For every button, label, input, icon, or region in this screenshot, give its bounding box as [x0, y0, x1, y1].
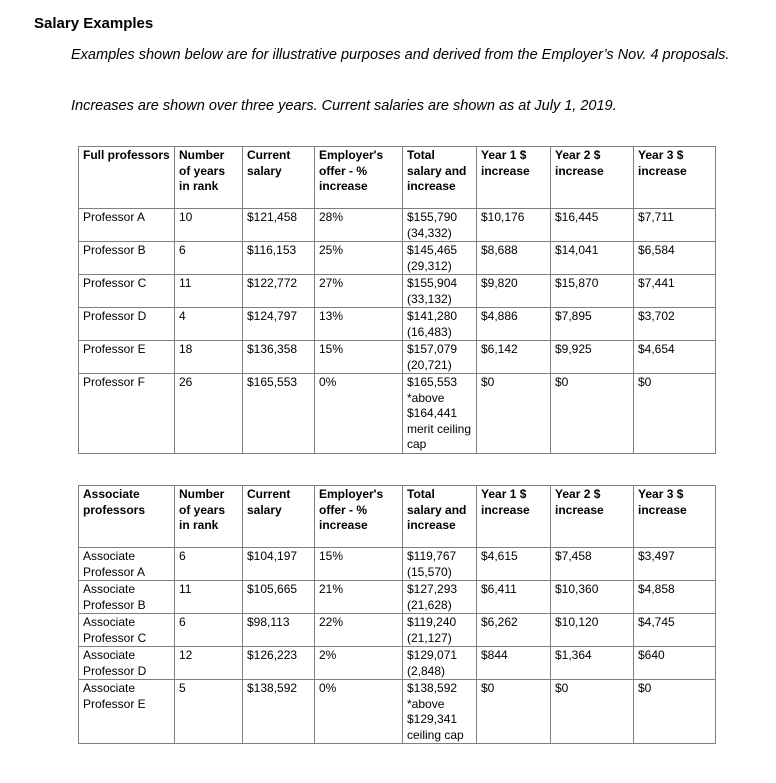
- year1-cell: $4,886: [477, 308, 551, 341]
- years-cell: 5: [175, 680, 243, 744]
- rank-cell: Professor A: [79, 209, 175, 242]
- table-row: [79, 548, 716, 581]
- years-cell: 4: [175, 308, 243, 341]
- associate-professors-table: [78, 485, 716, 744]
- year2-increase-header: Year 2 $ increase: [551, 486, 634, 548]
- total-salary-cell: $141,280 (16,483): [403, 308, 477, 341]
- offer-percent-cell: 2%: [315, 647, 403, 680]
- table-row: [79, 242, 716, 275]
- year2-cell: $0: [551, 680, 634, 744]
- year2-cell: $16,445: [551, 209, 634, 242]
- year1-cell: $844: [477, 647, 551, 680]
- intro-paragraph-1: Examples shown below are for illustrative purposes and derived from the Employer’s Nov. 4 proposals.: [71, 47, 730, 63]
- year3-cell: $4,858: [634, 581, 716, 614]
- current-salary-cell: $98,113: [243, 614, 315, 647]
- year1-cell: $6,142: [477, 341, 551, 374]
- rank-cell: Associate Professor B: [79, 581, 175, 614]
- total-salary-cell: $119,240 (21,127): [403, 614, 477, 647]
- group-header: Full professors: [79, 147, 175, 209]
- rank-cell: Associate Professor C: [79, 614, 175, 647]
- years-in-rank-header: Number of years in rank: [175, 147, 243, 209]
- table-row: [79, 209, 716, 242]
- current-salary-header: Current salary: [243, 486, 315, 548]
- offer-percent-cell: 0%: [315, 374, 403, 454]
- current-salary-cell: $121,458: [243, 209, 315, 242]
- table-row: [79, 275, 716, 308]
- year1-cell: $9,820: [477, 275, 551, 308]
- years-cell: 6: [175, 548, 243, 581]
- offer-percent-cell: 27%: [315, 275, 403, 308]
- year3-increase-header: Year 3 $ increase: [634, 147, 716, 209]
- years-cell: 12: [175, 647, 243, 680]
- offer-percent-cell: 15%: [315, 548, 403, 581]
- year3-increase-header: Year 3 $ increase: [634, 486, 716, 548]
- total-salary-cell: $138,592 *above $129,341 ceiling cap: [403, 680, 477, 744]
- year1-cell: $4,615: [477, 548, 551, 581]
- year1-cell: $6,262: [477, 614, 551, 647]
- rank-cell: Professor F: [79, 374, 175, 454]
- offer-percent-cell: 13%: [315, 308, 403, 341]
- years-cell: 6: [175, 614, 243, 647]
- year3-cell: $0: [634, 374, 716, 454]
- years-cell: 10: [175, 209, 243, 242]
- current-salary-header: Current salary: [243, 147, 315, 209]
- year1-cell: $10,176: [477, 209, 551, 242]
- current-salary-cell: $122,772: [243, 275, 315, 308]
- total-salary-cell: $165,553 *above $164,441 merit ceiling cap: [403, 374, 477, 454]
- current-salary-cell: $124,797: [243, 308, 315, 341]
- year3-cell: $3,702: [634, 308, 716, 341]
- page-title: Salary Examples: [34, 15, 154, 32]
- table-row: [79, 647, 716, 680]
- offer-percent-cell: 21%: [315, 581, 403, 614]
- current-salary-cell: $105,665: [243, 581, 315, 614]
- offer-percent-cell: 15%: [315, 341, 403, 374]
- table-row: [79, 614, 716, 647]
- year2-cell: $10,360: [551, 581, 634, 614]
- year3-cell: $6,584: [634, 242, 716, 275]
- year1-cell: $0: [477, 374, 551, 454]
- current-salary-cell: $116,153: [243, 242, 315, 275]
- table-row: [79, 680, 716, 744]
- year1-cell: $8,688: [477, 242, 551, 275]
- year1-increase-header: Year 1 $ increase: [477, 147, 551, 209]
- year2-cell: $1,364: [551, 647, 634, 680]
- group-header: Associate professors: [79, 486, 175, 548]
- current-salary-cell: $126,223: [243, 647, 315, 680]
- rank-cell: Professor C: [79, 275, 175, 308]
- total-salary-cell: $157,079 (20,721): [403, 341, 477, 374]
- offer-percent-cell: 22%: [315, 614, 403, 647]
- year2-cell: $14,041: [551, 242, 634, 275]
- years-cell: 11: [175, 275, 243, 308]
- year3-cell: $4,745: [634, 614, 716, 647]
- year2-cell: $9,925: [551, 341, 634, 374]
- year2-cell: $10,120: [551, 614, 634, 647]
- rank-cell: Professor B: [79, 242, 175, 275]
- year2-increase-header: Year 2 $ increase: [551, 147, 634, 209]
- years-cell: 6: [175, 242, 243, 275]
- total-salary-cell: $155,904 (33,132): [403, 275, 477, 308]
- table-row: [79, 341, 716, 374]
- offer-percent-cell: 25%: [315, 242, 403, 275]
- rank-cell: Professor E: [79, 341, 175, 374]
- total-salary-cell: $145,465 (29,312): [403, 242, 477, 275]
- total-salary-header: Total salary and increase: [403, 486, 477, 548]
- offer-percent-cell: 0%: [315, 680, 403, 744]
- current-salary-cell: $165,553: [243, 374, 315, 454]
- total-salary-cell: $119,767 (15,570): [403, 548, 477, 581]
- total-salary-cell: $127,293 (21,628): [403, 581, 477, 614]
- year2-cell: $15,870: [551, 275, 634, 308]
- full-professors-table: [78, 146, 716, 454]
- rank-cell: Associate Professor A: [79, 548, 175, 581]
- years-in-rank-header: Number of years in rank: [175, 486, 243, 548]
- total-salary-header: Total salary and increase: [403, 147, 477, 209]
- years-cell: 26: [175, 374, 243, 454]
- current-salary-cell: $104,197: [243, 548, 315, 581]
- table-row: [79, 581, 716, 614]
- year3-cell: $0: [634, 680, 716, 744]
- offer-percent-header: Employer's offer - % increase: [315, 147, 403, 209]
- rank-cell: Associate Professor E: [79, 680, 175, 744]
- year3-cell: $640: [634, 647, 716, 680]
- intro-paragraph-2: Increases are shown over three years. Current salaries are shown as at July 1, 2019.: [71, 98, 617, 114]
- total-salary-cell: $129,071 (2,848): [403, 647, 477, 680]
- rank-cell: Associate Professor D: [79, 647, 175, 680]
- table-row: [79, 308, 716, 341]
- year1-increase-header: Year 1 $ increase: [477, 486, 551, 548]
- current-salary-cell: $136,358: [243, 341, 315, 374]
- rank-cell: Professor D: [79, 308, 175, 341]
- year3-cell: $7,441: [634, 275, 716, 308]
- table-row: [79, 374, 716, 454]
- years-cell: 18: [175, 341, 243, 374]
- year2-cell: $0: [551, 374, 634, 454]
- year1-cell: $6,411: [477, 581, 551, 614]
- year3-cell: $7,711: [634, 209, 716, 242]
- total-salary-cell: $155,790 (34,332): [403, 209, 477, 242]
- year2-cell: $7,458: [551, 548, 634, 581]
- year1-cell: $0: [477, 680, 551, 744]
- offer-percent-header: Employer's offer - % increase: [315, 486, 403, 548]
- years-cell: 11: [175, 581, 243, 614]
- year3-cell: $4,654: [634, 341, 716, 374]
- year3-cell: $3,497: [634, 548, 716, 581]
- offer-percent-cell: 28%: [315, 209, 403, 242]
- current-salary-cell: $138,592: [243, 680, 315, 744]
- year2-cell: $7,895: [551, 308, 634, 341]
